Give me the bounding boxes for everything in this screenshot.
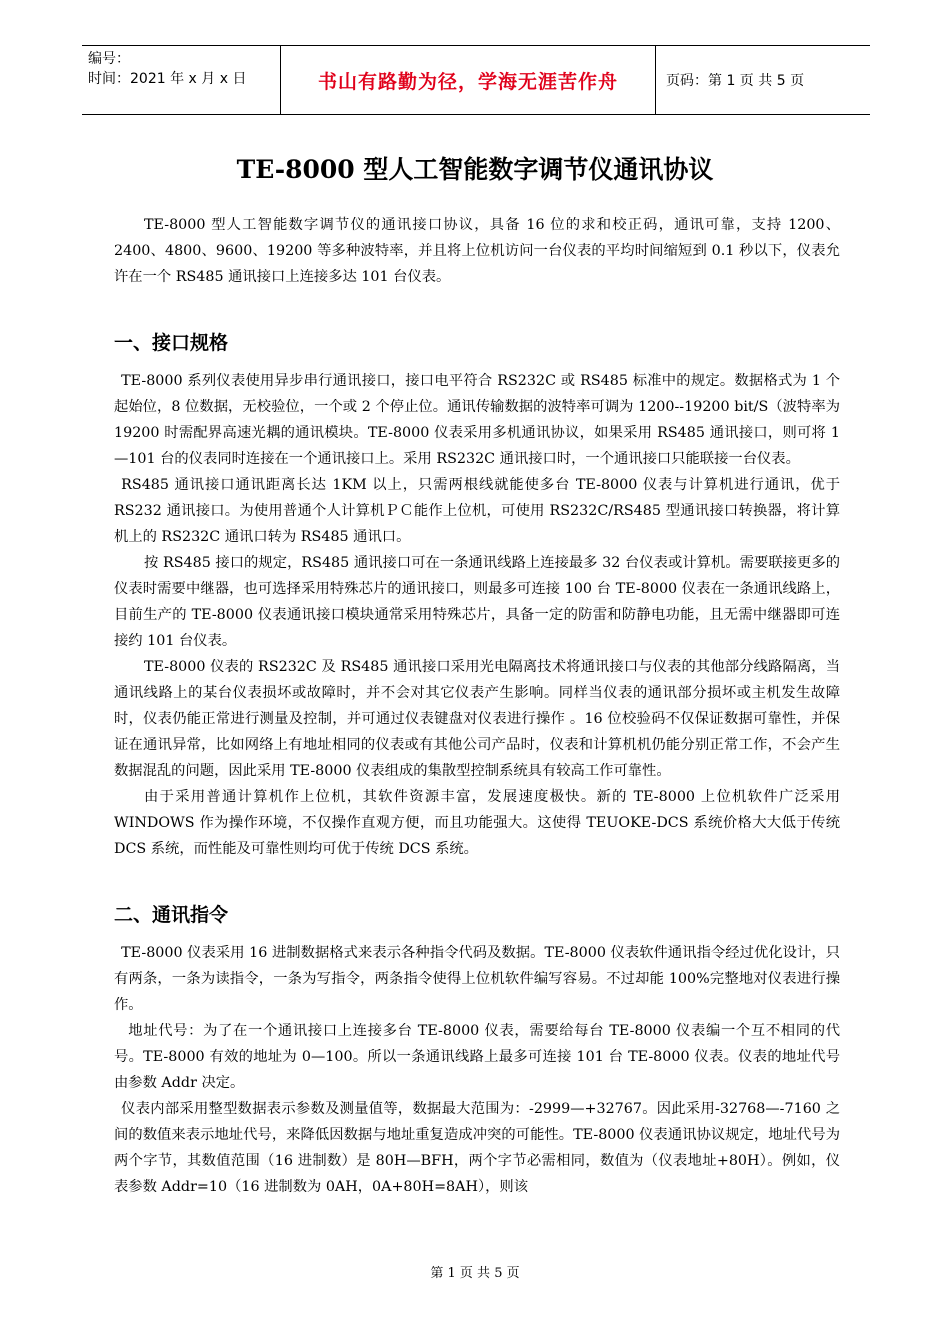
page-footer: 第 1 页 共 5 页 — [430, 1266, 520, 1281]
paragraph: 由于采用普通计算机作上位机，其软件资源丰富，发展速度极快。新的 TE-8000 上位机软件广泛采用 WINDOWS 作为操作环境，不仅操作直观方便，而且功能强大。这使得 TEUOKE-DCS 系统价格大大低于传统 DCS 系统，而性能及可靠性则均可优于传统 DCS 系统。 — [114, 789, 840, 857]
paragraph: TE-8000 仪表采用 16 进制数据格式来表示各种指令代码及数据。TE-8000 仪表软件通讯指令经过优化设计，只有两条，一条为读指令，一条为写指令，两条指令使得上位机软件编写容易。不过却能 100%完整地对仪表进行操作。 — [114, 945, 840, 1013]
document-body — [114, 212, 840, 1200]
intro-paragraph: TE-8000 型人工智能数字调节仪的通讯接口协议，具备 16 位的求和校正码，通讯可靠，支持 1200、2400、4800、9600、19200 等多种波特率，并且将上位机访问一台仪表的平均时间缩短到 0.1 秒以下，仪表允许在一个 RS485 通讯接口上连接多达 101 台仪表。 — [114, 217, 840, 285]
section-heading: 一、接口规格 — [114, 332, 229, 354]
paragraph: 仪表内部采用整型数据表示参数及测量值等，数据最大范围为：-2999—+32767。因此采用-32768—-7160 之间的数值来表示地址代号，来降低因数据与地址重复造成冲突的可能性。TE-8000 仪表通讯协议规定，地址代号为两个字节，其数值范围（16 进制数）是 80H—BFH，两个字节必需相同，数值为（仪表地址+80H）。例如，仪表参数 Addr=10（16 进制数为 0AH，0A+80H=8AH），则该 — [114, 1101, 840, 1195]
document-number-label: 编号： — [88, 51, 130, 67]
paragraph: TE-8000 仪表的 RS232C 及 RS485 通讯接口采用光电隔离技术将通讯接口与仪表的其他部分线路隔离，当通讯线路上的某台仪表损坏或故障时，并不会对其它仪表产生影响。同样当仪表的通讯部分损坏或主机发生故障时，仪表仍能正常进行测量及控制，并可通过仪表键盘对仪表进行操作 。16 位校验码不仅保证数据可靠性，并保证在通讯异常，比如网络上有地址相同的仪表或有其他公司产品时，仪表和计算机机仍能分别正常工作，不会产生数据混乱的问题，因此采用 TE-8000 仪表组成的集散型控制系统具有较高工作可靠性。 — [114, 659, 840, 779]
section-heading: 二、通讯指令 — [114, 904, 229, 926]
page-header — [82, 45, 870, 115]
document-title: TE-8000 型人工智能数字调节仪通讯协议 — [236, 155, 714, 184]
header-page-info: 页码：第 1 页 共 5 页 — [666, 73, 805, 89]
paragraph: TE-8000 系列仪表使用异步串行通讯接口，接口电平符合 RS232C 或 RS485 标准中的规定。数据格式为 1 个起始位，8 位数据，无校验位，一个或 2 个停止位。通讯传输数据的波特率可调为 1200--19200 bit/S（波特率为 19200 时需配界高速光耦的通讯模块。TE-8000 仪表采用多机通讯协议，如果采用 RS485 通讯接口，则可将 1—101 台的仪表同时连接在一个通讯接口上。采用 RS232C 通讯接口时，一个通讯接口只能联接一台仪表。 — [114, 373, 840, 467]
paragraph: 地址代号：为了在一个通讯接口上连接多台 TE-8000 仪表，需要给每台 TE-8000 仪表编一个互不相同的代号。TE-8000 有效的地址为 0—100。所以一条通讯线路上最多可连接 101 台 TE-8000 仪表。仪表的地址代号由参数 Addr 决定。 — [114, 1023, 840, 1091]
paragraph: RS485 通讯接口通讯距离长达 1KM 以上，只需两根线就能使多台 TE-8000 仪表与计算机进行通讯，优于 RS232 通讯接口。为使用普通个人计算机ＰＣ能作上位机，可使用 RS232C/RS485 型通讯接口转换器，将计算机上的 RS232C 通讯口转为 RS485 通讯口。 — [114, 477, 840, 545]
document-date: 时间：2021 年 x 月 x 日 — [88, 71, 247, 87]
header-meta — [88, 49, 280, 111]
header-motto: 书山有路勤为径，学海无涯苦作舟 — [280, 46, 656, 114]
paragraph: 按 RS485 接口的规定，RS485 通讯接口可在一条通讯线路上连接最多 32 台仪表或计算机。需要联接更多的仪表时需要中继器，也可选择采用特殊芯片的通讯接口，则最多可连接 100 台 TE-8000 仪表在一条通讯线路上，目前生产的 TE-8000 仪表通讯接口模块通常采用特殊芯片，具备一定的防雷和防静电功能，且无需中继器即可连接约 101 台仪表。 — [114, 555, 840, 649]
